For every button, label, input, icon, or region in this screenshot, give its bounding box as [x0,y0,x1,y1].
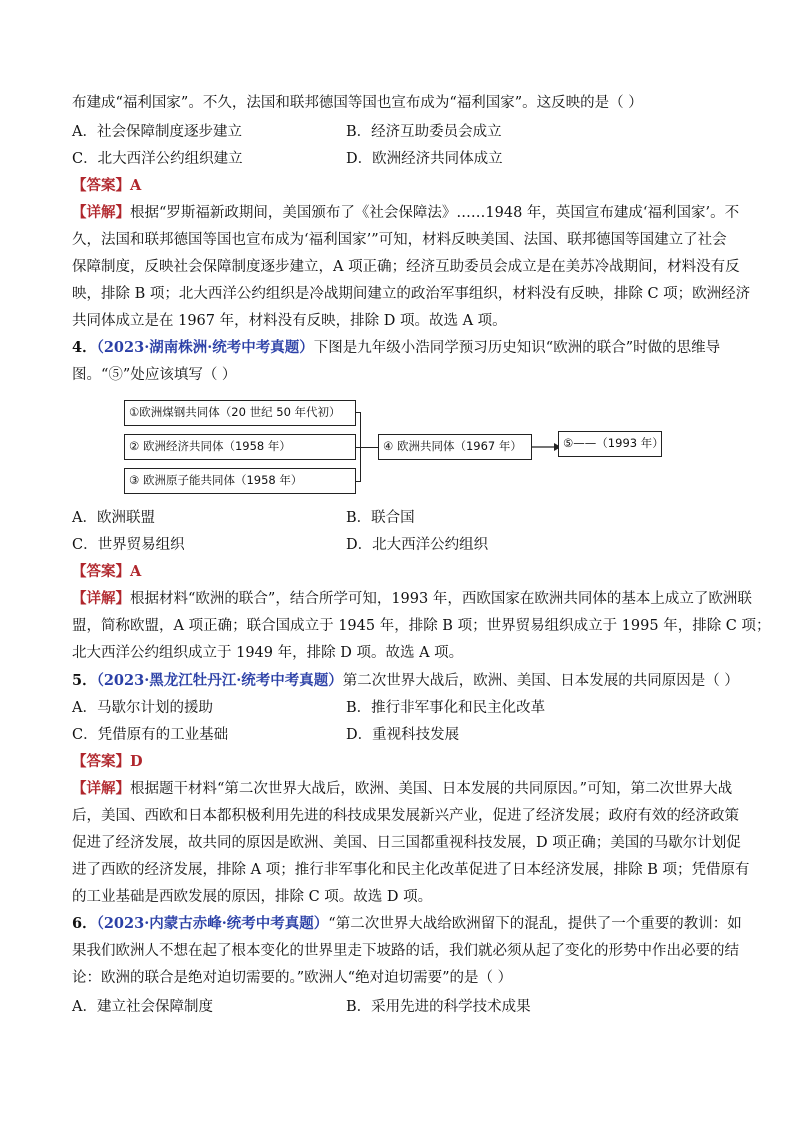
q4-option-a: A．欧洲联盟 [72,510,155,526]
q6-option-b: B．采用先进的科学技术成果 [346,999,531,1015]
q3-detail-text-1: 根据“罗斯福新政期间，美国颁布了《社会保障法》……1948 年，英国宣布建成‘福利国家’。不 [130,205,740,221]
q5-detail-line-2: 后，美国、西欧和日本都积极利用先进的科技成果发展新兴产业，促进了经济发展；政府有效的经济政策 [72,808,739,824]
q3-option-c: C．北大西洋公约组织建立 [72,151,243,167]
q4-detail-label: 【详解】 [72,590,130,607]
q3-detail-line-1 [72,203,739,223]
q3-answer: 【答案】A [72,177,142,194]
q5-option-a: A．马歇尔计划的援助 [72,700,213,716]
q5-detail-line-1 [72,779,732,799]
q3-detail-line-4: 映，排除 B 项；北大西洋公约组织是冷战期间建立的政治军事组织，材料没有反映，排除 C 项；欧洲经济 [72,286,751,302]
q6-stem-text-1: “第二次世界大战给欧洲留下的混乱，提供了一个重要的教训：如 [328,916,742,932]
q4-answer: 【答案】A [72,563,142,580]
diagram-box-3: ③ 欧洲原子能共同体（1958 年） [124,468,356,494]
q4-stem-text-1: 下图是九年级小浩同学预习历史知识“欧洲的联合”时做的思维导 [313,340,721,356]
q6-option-a: A．建立社会保障制度 [72,999,213,1015]
q5-answer: 【答案】D [72,753,143,770]
q5-stem-line-1 [72,671,739,691]
q4-detail-line-1 [72,589,752,609]
q4-option-d: D．北大西洋公约组织 [346,537,489,553]
q4-source: （2023·湖南株洲·统考中考真题） [96,339,314,356]
q3-option-a: A．社会保障制度逐步建立 [72,124,242,140]
q3-detail-line-5: 共同体成立是在 1967 年，材料没有反映，排除 D 项。故选 A 项。 [72,313,507,329]
q3-detail-line-3: 保障制度，反映社会保障制度逐步建立，A 项正确；经济互助委员会成立是在美苏冷战期间，材料没有反 [72,259,740,275]
q4-stem-line-1 [72,338,720,358]
q4-detail-line-3: 北大西洋公约组织成立于 1949 年，排除 D 项。故选 A 项。 [72,645,464,661]
q5-source: （2023·黑龙江牡丹江·统考中考真题） [96,672,343,689]
mind-map-diagram [124,400,664,496]
diagram-connector-1 [356,412,361,413]
q5-detail-line-4: 进了西欧的经济发展，排除 A 项；推行非军事化和民主化改革促进了日本经济发展，排除 B 项；凭借原有 [72,862,750,878]
q5-detail-line-3: 促进了经济发展，故共同的原因是欧洲、美国、日三国都重视科技发展，D 项正确；美国的马歇尔计划促 [72,835,741,851]
q5-number: 5． [72,672,97,689]
diagram-box-5: ⑤——（1993 年） [558,431,662,457]
q3-detail-label: 【详解】 [72,204,130,221]
q4-detail-text-1: 根据材料“欧洲的联合”，结合所学可知，1993 年，西欧国家在欧洲共同体的基本上成立了欧洲联 [130,591,752,607]
q4-detail-line-2: 盟，简称欧盟，A 项正确；联合国成立于 1945 年，排除 B 项；世界贸易组织成立于 1995 年，排除 C 项； [72,618,771,634]
q3-option-d: D．欧洲经济共同体成立 [346,151,503,167]
q4-number: 4． [72,339,97,356]
q3-stem: 布建成“福利国家”。不久，法国和联邦德国等国也宣布成为“福利国家”。这反映的是（ ） [72,95,643,111]
q5-detail-label: 【详解】 [72,780,130,797]
diagram-box-1: ①欧洲煤钢共同体（20 世纪 50 年代初） [124,400,356,426]
q5-detail-line-5: 的工业基础是西欧发展的原因，排除 C 项。故选 D 项。 [72,889,433,905]
q4-stem-line-2: 图。“⑤”处应该填写（ ） [72,367,237,383]
diagram-box-2: ② 欧洲经济共同体（1958 年） [124,434,356,460]
q6-stem-line-1 [72,914,742,934]
q6-number: 6． [72,915,97,932]
q5-option-c: C．凭借原有的工业基础 [72,727,229,743]
diagram-connector-2 [356,447,378,448]
diagram-connector-3 [356,481,361,482]
q3-detail-line-2: 久，法国和联邦德国等国也宣布成为‘福利国家’”可知，材料反映美国、法国、联邦德国等国建立了社会 [72,232,727,248]
q6-stem-line-2: 果我们欧洲人不想在起了根本变化的世界里走下坡路的话，我们就必须从起了变化的形势中作出必要的结 [72,943,739,959]
q6-stem-line-3: 论：欧洲的联合是绝对迫切需要的。”欧洲人“绝对迫切需要”的是（ ） [72,970,513,986]
q5-option-d: D．重视科技发展 [346,727,460,743]
q6-source: （2023·内蒙古赤峰·统考中考真题） [96,915,329,932]
q5-detail-text-1: 根据题干材料“第二次世界大战后，欧洲、美国、日本发展的共同原因。”可知，第二次世界大战 [130,781,733,797]
q5-option-b: B．推行非军事化和民主化改革 [346,700,546,716]
q3-option-b: B．经济互助委员会成立 [346,124,502,140]
q4-option-c: C．世界贸易组织 [72,537,185,553]
q5-stem-text-1: 第二次世界大战后，欧洲、美国、日本发展的共同原因是（ ） [342,673,739,689]
q4-option-b: B．联合国 [346,510,415,526]
diagram-box-4: ④ 欧洲共同体（1967 年） [378,434,532,460]
